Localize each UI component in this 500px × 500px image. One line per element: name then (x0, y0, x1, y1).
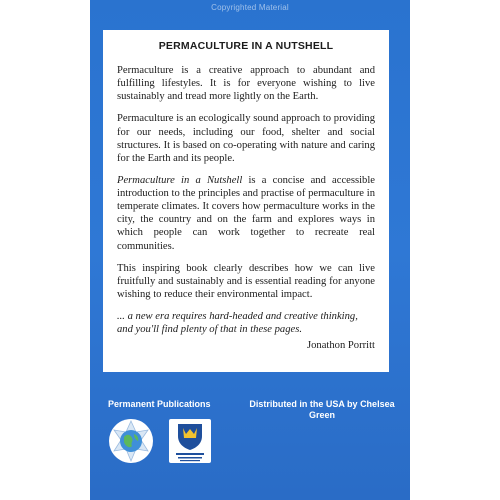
queens-award-emblem-icon (168, 418, 212, 464)
blurb-paragraph-3-text: is a concise and accessible introduction to the principles and practise of permaculture in temperate climates. It covers how permaculture works in the city, the country and on the farm and explores ways in which people can work together to recreate real communities. (117, 174, 375, 252)
endorsement-quote: ... a new era requires hard-headed and creative thinking, and you'll find plenty of that in these pages. (117, 311, 358, 336)
book-title-italic: Permaculture in a Nutshell (117, 174, 243, 186)
blurb-paragraph-2: Permaculture is an ecologically sound approach to providing for our needs, including our food, shelter and social structures. It is based on co-operating with nature and caring for the Earth and its people. (117, 113, 375, 164)
blurb-paragraph-4: This inspiring book clearly describes how we can live fruitfully and sustainably and is essential reading for anyone wishing to reduce their environmental impact. (117, 262, 375, 300)
blurb-title: PERMACULTURE IN A NUTSHELL (158, 40, 334, 52)
distributor-text: Distributed in the USA by Chelsea Green (249, 399, 395, 420)
book-back-cover (90, 0, 410, 500)
blurb-paragraph-3 (117, 174, 375, 253)
quote-author: Jonathon Porritt (307, 340, 375, 352)
copyright-watermark: Copyrighted Material (211, 3, 289, 12)
blurb-paragraph-1: Permaculture is a creative approach to abundant and fulfilling lifestyles. It is for everyone wishing to live sustainably and tread more lightly on the Earth. (117, 65, 375, 103)
globe-emblem-icon (108, 418, 154, 464)
blurb-panel (103, 30, 389, 372)
publisher-name: Permanent Publications (108, 399, 211, 409)
